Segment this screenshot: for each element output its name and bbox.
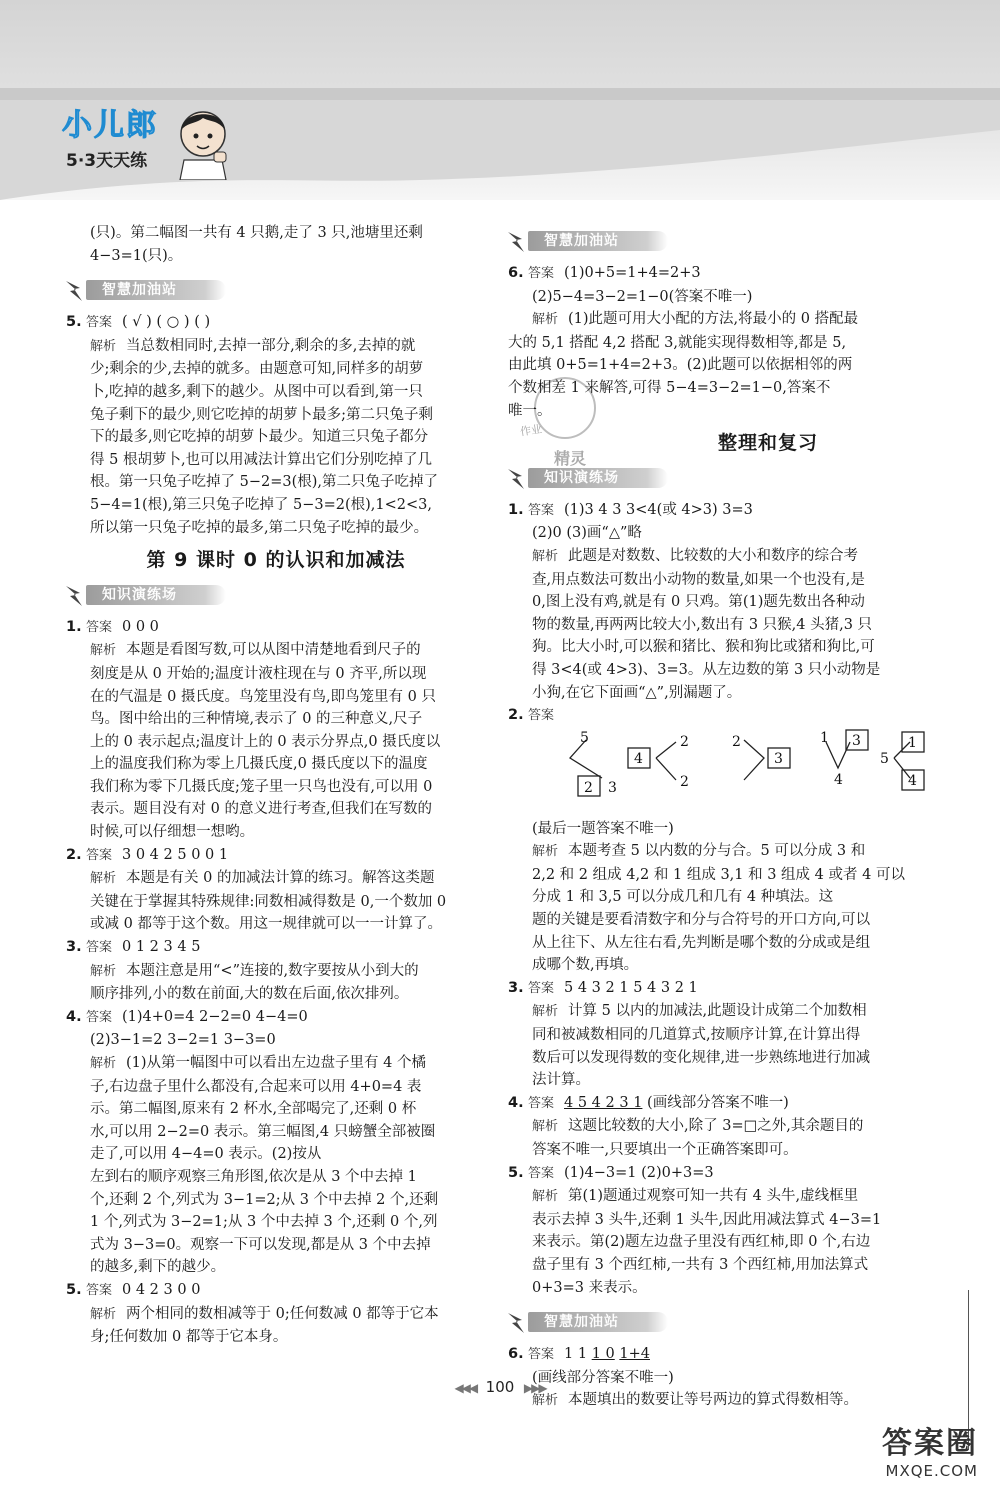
answer-tag: 答案 xyxy=(528,502,555,518)
explanation-line: 关键在于掌握其特殊规律:同数相减得数是 0,一个数加 0 xyxy=(90,893,447,910)
left-column xyxy=(66,222,486,1349)
diagram-number: 4 xyxy=(834,771,843,788)
explanation-tag: 解析 xyxy=(532,312,559,328)
answer-note: (画线部分答案不唯一) xyxy=(647,1094,789,1111)
explanation-line: 这题比较数的大小,除了 3=□之外,其余题目的 xyxy=(568,1118,864,1135)
explanation-tag: 解析 xyxy=(90,1056,117,1071)
section-banner-zhihui xyxy=(504,228,674,254)
diagram-number: 4 xyxy=(908,772,917,789)
watermark-logo xyxy=(828,1418,978,1480)
right-arrows-icon: ▶▶▶ xyxy=(523,1381,546,1395)
explanation-line: 法计算。 xyxy=(532,1072,590,1089)
answer-tag: 答案 xyxy=(86,1282,113,1298)
section-banner-label: 智慧加油站 xyxy=(544,1314,619,1331)
answer-tag: 答案 xyxy=(86,619,113,635)
explanation-line: 个,还剩 2 个,列式为 3−1=2;从 3 个中去掉 2 个,还剩 xyxy=(90,1191,439,1208)
explanation-tag: 解析 xyxy=(532,548,559,564)
explanation-line: 表示去掉 3 头牛,还剩 1 头牛,因此用减法算式 4−3=1 xyxy=(532,1211,882,1228)
explanation-line: 查,用点数法可数出小动物的数量,如果一个也没有,是 xyxy=(532,571,865,588)
explanation-tag: 解析 xyxy=(532,1393,559,1409)
diagram-number: 3 xyxy=(774,750,783,767)
diagram-number: 3 xyxy=(852,732,861,749)
page-number-footer xyxy=(420,1378,580,1396)
explanation-line: 1 个,列式为 3−2=1;从 3 个中去掉 3 个,还剩 0 个,列 xyxy=(90,1214,438,1231)
explanation-line: 表示。题目没有对 0 的意义进行考查,但我们在写数的 xyxy=(90,801,433,818)
explanation-line: 分成 1 和 3,5 可以分成几和几有 4 种填法。这 xyxy=(532,889,834,906)
explanation-line: 第(1)题通过观察可知一共有 4 头牛,虚线框里 xyxy=(568,1188,859,1205)
explanation-line: 刻度是从 0 开始的;温度计液柱现在与 0 齐平,所以现 xyxy=(90,665,427,682)
diagram-number: 5 xyxy=(580,729,589,746)
diagram-number: 2 xyxy=(680,773,689,790)
explanation-line: 身;任何数加 0 都等于它本身。 xyxy=(90,1329,288,1346)
explanation-line: 0,图上没有鸡,就是有 0 只鸡。第(1)题先数出各种动 xyxy=(532,594,865,611)
stamp-text-2: 精灵 xyxy=(554,449,587,468)
explanation-tag: 解析 xyxy=(90,871,117,887)
explanation-line: (1)此题可用大小配的方法,将最小的 0 搭配最 xyxy=(568,311,859,328)
explanation-line: 上的 0 表示起点;温度计上的 0 表示分界点,0 摄氏度以 xyxy=(90,733,441,750)
explanation-line: 式为 3−3=0。观察一下可以发现,都是从 3 个中去掉 xyxy=(90,1236,431,1253)
answer-text: (1)0+5=1+4=2+3 xyxy=(564,265,701,281)
question-number: 2. xyxy=(508,707,524,724)
explanation-line: 题的关键是要看清数字和分与合符号的开口方向,可以 xyxy=(532,912,871,929)
diagram-number: 1 xyxy=(820,729,829,746)
explanation-line: 兔子剩下的最少,则它吃掉的胡萝卜最多;第二只兔子剩 xyxy=(90,406,433,423)
explanation-line: 答案不唯一,只要填出一个正确答案即可。 xyxy=(532,1142,798,1158)
watermark-url: MXQE.COM xyxy=(885,1462,978,1480)
question-number: 5. xyxy=(66,314,82,331)
diagram-number: 2 xyxy=(584,779,593,796)
answer-note: (画线部分答案不唯一) xyxy=(532,1369,674,1386)
explanation-tag: 解析 xyxy=(90,338,117,354)
answer-note: (最后一题答案不唯一) xyxy=(532,820,674,837)
answer-underlined: 1+4 xyxy=(619,1346,650,1363)
answer-tag: 答案 xyxy=(86,315,113,331)
watermark-title: 答案圈 xyxy=(882,1426,978,1461)
answer-tag: 答案 xyxy=(528,266,555,281)
explanation-line: 两个相同的数相减等于 0;任何数减 0 都等于它本 xyxy=(126,1305,439,1322)
intro-line-2: 4−3=1(只)。 xyxy=(90,247,183,264)
lesson-title: 第 9 课时 0 的认识和加减法 xyxy=(146,549,406,572)
question-number: 2. xyxy=(66,846,82,863)
explanation-line: 大的 5,1 搭配 4,2 搭配 3,就能实现得数相等,都是 5, xyxy=(508,334,847,351)
question-number: 1. xyxy=(508,501,524,518)
explanation-line: 当总数相同时,去掉一部分,剩余的多,去掉的就 xyxy=(126,337,416,354)
answer-underlined: 1 0 xyxy=(591,1346,615,1363)
explanation-line: 小狗,在它下面画“△”,别漏题了。 xyxy=(532,684,742,701)
explanation-line: 得 3<4(或 4>3)、3=3。从左边数的第 3 只小动物是 xyxy=(532,661,881,678)
question-number: 4. xyxy=(66,1008,82,1025)
explanation-line: 本题是有关 0 的加减法计算的练习。解答这类题 xyxy=(126,870,435,887)
explanation-line: 本题注意是用“<”连接的,数字要按从小到大的 xyxy=(126,962,419,979)
explanation-line: 同和被减数相同的几道算式,按顺序计算,在计算出得 xyxy=(532,1027,861,1044)
explanation-tag: 解析 xyxy=(532,844,559,860)
answer-tag: 答案 xyxy=(528,708,555,724)
explanation-line: 2,2 和 2 组成 4,2 和 1 组成 3,1 和 3 组成 4 或者 4 可以 xyxy=(532,866,905,883)
explanation-line: 本题考查 5 以内数的分与合。5 可以分成 3 和 xyxy=(568,843,866,860)
explanation-line: 鸟。图中给出的三种情境,表示了 0 的三种意义,尺子 xyxy=(90,711,423,728)
question-number: 3. xyxy=(66,939,82,956)
answer-text: (1)3 4 3 3<4(或 4>3) 3=3 xyxy=(564,501,753,518)
section-banner-zhishi xyxy=(504,465,674,491)
explanation-line: 示。第二幅图,原来有 2 杯水,全部喝完了,还剩 0 杯 xyxy=(90,1101,417,1118)
question-number: 3. xyxy=(508,979,524,996)
answer-text: 0 4 2 3 0 0 xyxy=(122,1281,201,1298)
left-arrows-icon: ◀◀◀ xyxy=(454,1381,477,1395)
explanation-line: 子,右边盘子里什么都没有,合起来可以用 4+0=4 表 xyxy=(90,1078,422,1095)
explanation-tag: 解析 xyxy=(90,1306,117,1322)
question-number: 1. xyxy=(66,618,82,635)
answer-text: 0 0 0 xyxy=(122,618,159,635)
section-banner-label: 智慧加油站 xyxy=(544,233,619,249)
explanation-line: 来表示。第(2)题左边盘子里没有西红柿,即 0 个,右边 xyxy=(532,1234,871,1251)
answer-text: 1 1 xyxy=(564,1346,592,1363)
answer-text: (2)0 (3)画“△”略 xyxy=(532,525,642,542)
answer-text: 5 4 3 2 1 5 4 3 2 1 xyxy=(564,979,698,996)
diagram-number: 2 xyxy=(680,733,689,750)
mascot-boy-icon xyxy=(170,102,236,180)
question-number: 6. xyxy=(508,265,524,281)
answer-tag: 答案 xyxy=(528,1347,555,1363)
answer-text: 4 5 4 2 3 1 xyxy=(564,1094,643,1111)
explanation-line: 0+3=3 来表示。 xyxy=(532,1279,647,1296)
explanation-line: 此题是对数数、比较数的大小和数序的综合考 xyxy=(568,547,859,564)
brand-subtitle: 5·3天天练 xyxy=(66,151,148,171)
explanation-line: 的越多,剩下的越少。 xyxy=(90,1259,226,1276)
question-number: 6. xyxy=(508,1346,524,1363)
explanation-line: 顺序排列,小的数在前面,大的数在后面,依次排列。 xyxy=(90,986,409,1003)
diagram-number: 3 xyxy=(608,779,617,796)
brand-title: 小儿郎 xyxy=(62,108,158,143)
answer-text: (2)5−4=3−2=1−0(答案不唯一) xyxy=(532,288,753,305)
answer-tag: 答案 xyxy=(528,1095,555,1111)
explanation-line: 得 5 根胡萝卜,也可以用减法计算出它们分别吃掉了几 xyxy=(90,451,433,468)
section-banner-zhihui xyxy=(62,277,232,303)
answer-text: 0 1 2 3 4 5 xyxy=(122,939,201,956)
diagram-number: 4 xyxy=(634,750,643,767)
section-banner-label: 智慧加油站 xyxy=(102,282,177,299)
explanation-line: 少;剩余的少,去掉的就多。由题意可知,同样多的胡萝 xyxy=(90,361,424,378)
explanation-line: 从上往下、从左往右看,先判断是哪个数的分成或是组 xyxy=(532,934,871,951)
explanation-line: 由此填 0+5=1+4=2+3。(2)此题可以依据相邻的两 xyxy=(508,357,853,374)
explanation-line: 5−4=1(根),第三只兔子吃掉了 5−3=2(根),1<2<3, xyxy=(90,496,432,513)
explanation-line: 个数相差 1 来解答,可得 5−4=3−2=1−0,答案不 xyxy=(508,379,831,396)
answer-text: (1)4+0=4 2−2=0 4−4=0 xyxy=(122,1008,308,1025)
explanation-line: 根。第一只兔子吃掉了 5−2=3(根),第二只兔子吃掉了 xyxy=(90,474,439,491)
answer-text: (2)3−1=2 3−2=1 3−3=0 xyxy=(90,1032,276,1049)
explanation-line: 所以第一只兔子吃掉的最多,第二只兔子吃掉的最少。 xyxy=(90,519,429,536)
answer-tag: 答案 xyxy=(86,940,113,956)
explanation-line: 狗。比大小时,可以猴和猪比、猴和狗比或猪和狗比,可 xyxy=(532,639,875,656)
diagram-number: 2 xyxy=(732,733,741,750)
explanation-line: 计算 5 以内的加减法,此题设计成第二个加数相 xyxy=(568,1003,867,1020)
explanation-line: 走了,可以用 4−4=0 表示。(2)按从 xyxy=(90,1146,322,1163)
explanation-line: 在的气温是 0 摄氏度。鸟笼里没有鸟,即鸟笼里有 0 只 xyxy=(90,688,436,705)
explanation-line: 上的温度我们称为零上几摄氏度,0 摄氏度以下的温度 xyxy=(90,756,428,773)
brand-logo xyxy=(58,100,238,190)
answer-text: (1)4−3=1 (2)0+3=3 xyxy=(564,1164,714,1181)
diagram-number: 1 xyxy=(908,734,917,751)
intro-line-1: (只)。第二幅图一共有 4 只鹅,走了 3 只,池塘里还剩 xyxy=(90,225,423,241)
explanation-line: 成哪个数,再填。 xyxy=(532,957,639,974)
question-number: 5. xyxy=(66,1281,82,1298)
page-number: 100 xyxy=(485,1378,515,1396)
number-bond-diagram xyxy=(508,728,928,818)
explanation-tag: 解析 xyxy=(532,1004,559,1020)
explanation-line: 物的数量,再两两比较大小,数出有 3 只猴,4 头猪,3 只 xyxy=(532,616,873,633)
answer-tag: 答案 xyxy=(86,847,113,863)
section-banner-label: 知识演练场 xyxy=(102,586,177,603)
explanation-line: 下的最多,则它吃掉的胡萝卜最少。知道三只兔子都分 xyxy=(90,429,429,446)
explanation-line: 卜,吃掉的越多,剩下的越少。从图中可以看到,第一只 xyxy=(90,383,423,400)
explanation-line: (1)从第一幅图中可以看出左边盘子里有 4 个橘 xyxy=(126,1055,426,1071)
section-banner-zhihui xyxy=(504,1309,674,1335)
answer-tag: 答案 xyxy=(86,1009,113,1025)
question-number: 5. xyxy=(508,1164,524,1181)
explanation-line: 盘子里有 3 个西红柿,一共有 3 个西红柿,用加法算式 xyxy=(532,1256,869,1273)
explanation-line: 左到右的顺序观察三角形图,依次是从 3 个中去掉 1 xyxy=(90,1168,417,1185)
section-title: 整理和复习 xyxy=(717,432,818,455)
answer-tag: 答案 xyxy=(528,980,555,996)
question-number: 4. xyxy=(508,1094,524,1111)
split-merge-diagrams xyxy=(508,728,928,818)
right-column xyxy=(508,222,928,1413)
section-banner-zhishi xyxy=(62,582,232,608)
answer-tag: 答案 xyxy=(528,1165,555,1181)
diagram-number: 5 xyxy=(880,750,889,767)
explanation-line: 时候,可以仔细想一想哟。 xyxy=(90,824,255,841)
explanation-line: 或减 0 都等于这个数。用这一规律就可以一一计算了。 xyxy=(90,916,442,933)
explanation-tag: 解析 xyxy=(90,963,117,979)
explanation-line: 数后可以发现得数的变化规律,进一步熟练地进行加减 xyxy=(532,1049,871,1066)
explanation-line: 本题填出的数要让等号两边的算式得数相等。 xyxy=(568,1392,859,1409)
explanation-tag: 解析 xyxy=(532,1119,559,1135)
explanation-line: 我们称为零下几摄氏度;笼子里一只鸟也没有,可以用 0 xyxy=(90,778,433,795)
stamp-text-1: 作业 xyxy=(519,422,543,439)
explanation-tag: 解析 xyxy=(90,643,117,659)
explanation-line: 本题是看图写数,可以从图中清楚地看到尺子的 xyxy=(126,642,421,659)
explanation-line: 唯一。 xyxy=(508,402,552,419)
explanation-line: 水,可以用 2−2=0 表示。第三幅图,4 只螃蟹全部被圈 xyxy=(90,1123,436,1140)
answer-text: 3 0 4 2 5 0 0 1 xyxy=(122,846,229,863)
answer-text: ( √ ) ( ○ ) ( ) xyxy=(122,314,211,331)
section-banner-label: 知识演练场 xyxy=(544,469,619,486)
explanation-tag: 解析 xyxy=(532,1189,559,1205)
